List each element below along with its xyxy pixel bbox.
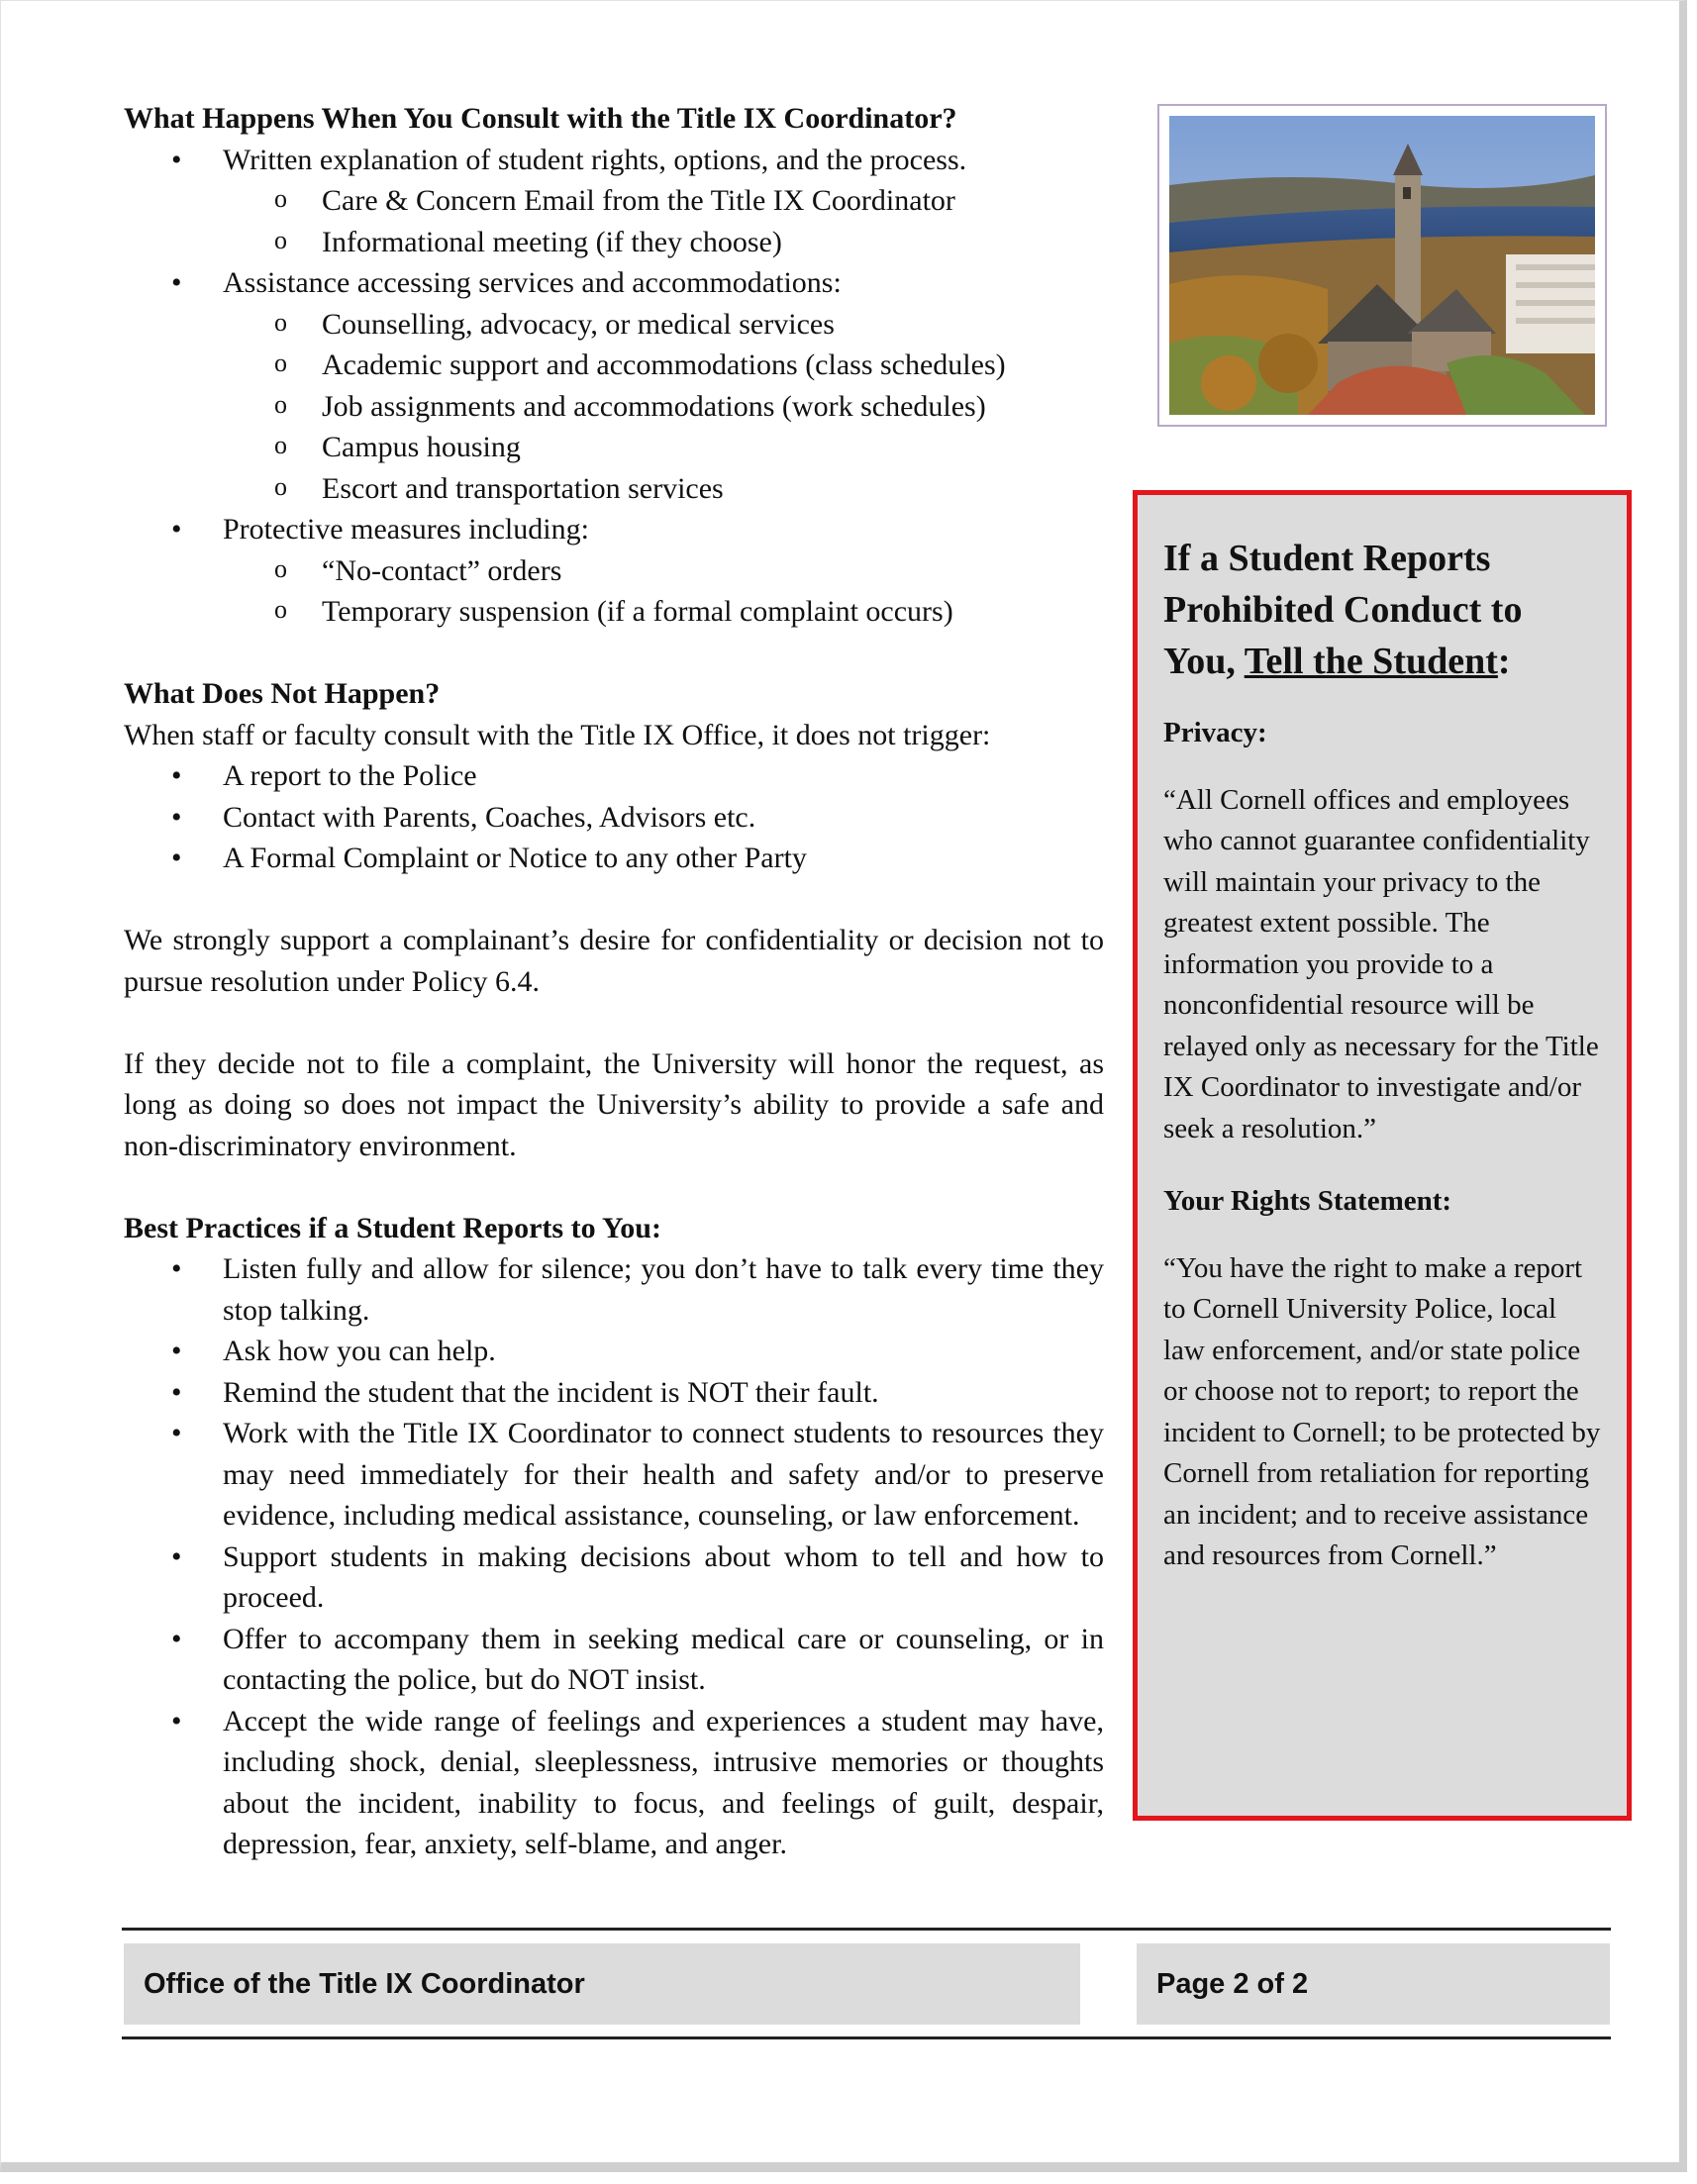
footer-top-rule — [122, 1928, 1611, 1931]
list-item: • Ask how you can help. — [223, 1331, 1104, 1372]
not-happen-intro: When staff or faculty consult with the Title IX Office, it does not trigger: — [124, 718, 991, 751]
list-item: • Listen fully and allow for silence; you don’t have to talk every time they stop talking. — [223, 1248, 1104, 1331]
list-item: o Job assignments and accommodations (work schedules) — [322, 386, 1104, 428]
best-practices-list — [124, 1248, 1104, 1865]
footer-bottom-rule — [122, 2036, 1611, 2039]
not-happen-list — [124, 755, 1104, 879]
list-item: • Work with the Title IX Coordinator to connect students to resources they may need immediately for their health and safety and/or to preserve evidence, including medical assistance, counseling, or law enforcement. — [223, 1413, 1104, 1537]
list-item: • A Formal Complaint or Notice to any other Party — [223, 838, 1104, 879]
sub-list — [223, 180, 1104, 262]
list-item: o Temporary suspension (if a formal complaint occurs) — [322, 591, 1104, 633]
list-item: • Contact with Parents, Coaches, Advisors etc. — [223, 797, 1104, 839]
privacy-text: “All Cornell offices and employees who cannot guarantee confidentiality will maintain your privacy to the greatest extent possible. The information you provide to a nonconfidential resource will be relayed only as necessary for the Title IX Coordinator to investigate and/or seek a resolution.” — [1163, 783, 1599, 1144]
list-item: o “No-contact” orders — [322, 550, 1104, 592]
list-item: • A report to the Police — [223, 755, 1104, 797]
list-item: o Campus housing — [322, 427, 1104, 468]
list-item: o Counselling, advocacy, or medical services — [322, 304, 1104, 346]
list-item: • Offer to accompany them in seeking medical care or counseling, or in contacting the police, but do NOT insist. — [223, 1619, 1104, 1701]
best-practices-heading: Best Practices if a Student Reports to You: — [124, 1211, 661, 1244]
consult-heading: What Happens When You Consult with the Title IX Coordinator? — [124, 102, 957, 135]
list-item: • Protective measures including: o “No-contact” orders o Temporary suspension (if a formal complaint occurs) — [223, 509, 1104, 633]
list-item: o Escort and transportation services — [322, 468, 1104, 510]
list-item: • Written explanation of student rights, options, and the process. o Care & Concern Email from the Title IX Coordinator o Informational meeting (if they choose) — [223, 140, 1104, 263]
list-item: o Informational meeting (if they choose) — [322, 222, 1104, 263]
consult-list — [124, 140, 1104, 633]
rights-text: “You have the right to make a report to Cornell University Police, local law enforcement, and/or state police or choose not to report; to report the incident to Cornell; to be protected by Cornell from retaliation for reporting an incident; and to receive assistance and resources from Cornell.” — [1163, 1251, 1601, 1571]
privacy-heading: Privacy: — [1163, 717, 1267, 748]
complaint-paragraph: If they decide not to file a complaint, the University will honor the request, as long as doing so does not impact the University’s ability to provide a safe and non-discriminatory environment. — [124, 1046, 1104, 1162]
confidentiality-paragraph: We strongly support a complainant’s desire for confidentiality or decision not to pursue resolution under Policy 6.4. — [124, 924, 1104, 998]
sub-list — [223, 550, 1104, 633]
footer-page-number: Page 2 of 2 — [1137, 1943, 1610, 2025]
main-column — [124, 98, 1104, 1865]
list-item: • Accept the wide range of feelings and experiences a student may have, including shock, denial, sleeplessness, intrusive memories or thoughts about the incident, inability to focus, and feelings of guilt, despair, depression, fear, anxiety, self-blame, and anger. — [223, 1701, 1104, 1865]
sub-list — [223, 304, 1104, 510]
campus-clocktower-image — [1169, 116, 1595, 415]
campus-photo — [1157, 104, 1607, 427]
list-item: • Assistance accessing services and accommodations: o Counselling, advocacy, or medical services o Academic support and accommodations (class schedules) o Job assignments and accommodations (work schedules) o Campus housing o Escort and transportation services — [223, 262, 1104, 509]
rights-heading: Your Rights Statement: — [1163, 1185, 1452, 1217]
list-item: o Academic support and accommodations (class schedules) — [322, 345, 1104, 386]
list-item: • Support students in making decisions about whom to tell and how to proceed. — [223, 1537, 1104, 1619]
not-happen-heading: What Does Not Happen? — [124, 677, 441, 710]
footer-office: Office of the Title IX Coordinator — [124, 1943, 1080, 2025]
box-title: If a Student Reports Prohibited Conduct to You, Tell the Student: — [1163, 538, 1523, 682]
list-item: • Remind the student that the incident is NOT their fault. — [223, 1372, 1104, 1414]
list-item: o Care & Concern Email from the Title IX Coordinator — [322, 180, 1104, 222]
tell-the-student-box — [1133, 490, 1632, 1821]
